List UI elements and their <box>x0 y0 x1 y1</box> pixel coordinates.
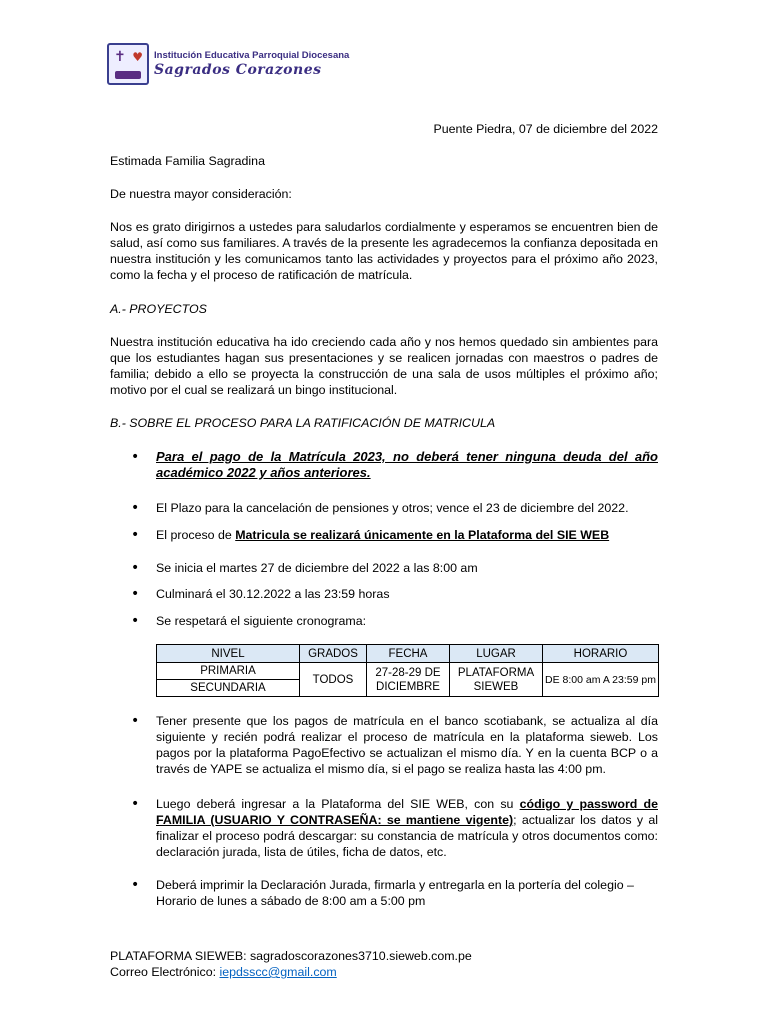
col-header-fecha: FECHA <box>367 645 450 663</box>
crest-base <box>115 71 141 79</box>
bullet-marker: • <box>131 449 140 465</box>
section-a-paragraph: Nuestra institución educativa ha ido creciendo cada año y nos hemos quedado sin ambientes para que los estudiantes hagan sus presentaciones y se realicen jornadas con maestros o padres de familia; debido a ello se proyecta la construcción de una sala de usos múltiples el próximo año; motivo por el cual se realizará un bingo institucional. <box>110 335 658 397</box>
grades-cell: TODOS <box>300 663 367 697</box>
schedule-cell: DE 8:00 am A 23:59 pm <box>543 663 659 697</box>
intro-paragraph: Nos es grato dirigirnos a ustedes para saludarlos cordialmente y esperamos se encuentren bien de salud, así como sus familiares. A través de la presente les agradecemos la confianza depositada en nuestra institución y les comunicamos tanto las actividades y proyectos para el próximo año 2023, como la fecha y el proceso de ratificación de matrícula. <box>110 220 658 282</box>
institution-type: Institución Educativa Parroquial Diocesana <box>154 50 350 61</box>
footer-email-label: Correo Electrónico: <box>110 965 220 979</box>
bullet-marker: • <box>131 796 140 812</box>
cross-icon: ✝ <box>114 49 126 65</box>
bullet-underlined-text: código y password de FAMILIA (USUARIO Y CONTRASEÑA: se mantiene vigente) <box>156 797 658 827</box>
col-header-lugar: LUGAR <box>450 645 543 663</box>
bullet-schedule-intro: Se respetará el siguiente cronograma: <box>156 614 367 628</box>
school-crest-logo <box>107 43 149 85</box>
col-header-nivel: NIVEL <box>157 645 300 663</box>
bullet-marker: • <box>131 560 140 576</box>
bullet-underlined-text: Matricula se realizará únicamente en la Plataforma del SIE WEB <box>235 528 610 542</box>
table-header-row <box>157 645 659 663</box>
institution-name: Sagrados Corazones <box>154 62 322 78</box>
letterhead <box>107 43 349 85</box>
bullet-no-debt: Para el pago de la Matrícula 2023, no deberá tener ninguna deuda del año académico 2022 y años anteriores. <box>156 449 658 480</box>
bullet-marker: • <box>131 877 140 893</box>
schedule-table <box>156 644 659 697</box>
footer-platform: PLATAFORMA SIEWEB: sagradoscorazones3710.sieweb.com.pe <box>110 949 472 963</box>
bullet-text: Luego deberá ingresar a la Plataforma del SIE WEB, con su <box>156 797 520 811</box>
footer-email-link[interactable]: iepdsscc@gmail.com <box>219 965 337 979</box>
bullet-marker: • <box>131 586 140 602</box>
letter-salutation: De nuestra mayor consideración: <box>110 187 292 201</box>
letter-date: Puente Piedra, 07 de diciembre del 2022 <box>433 122 658 136</box>
bullet-text: El proceso de <box>156 528 236 542</box>
level-cell: PRIMARIA <box>157 663 300 680</box>
col-header-horario: HORARIO <box>543 645 659 663</box>
bullet-sieweb-process <box>156 527 658 543</box>
heart-icon: ♥ <box>132 50 143 64</box>
bullet-marker: • <box>131 500 140 516</box>
bullet-affidavit: Deberá imprimir la Declaración Jurada, firmarla y entregarla en la portería del colegio – Horario de lunes a sábado de 8:00 am a 5:00 pm <box>156 878 634 908</box>
date-cell: 27-28-29 DE DICIEMBRE <box>367 663 450 697</box>
bullet-end-date: Culminará el 30.12.2022 a las 23:59 horas <box>156 587 390 601</box>
bullet-start-date: Se inicia el martes 27 de diciembre del 2022 a las 8:00 am <box>156 561 478 575</box>
bullet-text: ; actualizar los datos y al finalizar el proceso podrá descargar: su constancia de matrícula y otros documentos como: declaración jurada, lista de útiles, ficha de datos, etc. <box>156 813 658 859</box>
bullet-marker: • <box>131 527 140 543</box>
bullet-login-instructions <box>156 796 658 860</box>
bullet-marker: • <box>131 613 140 629</box>
section-b-title: B.- SOBRE EL PROCESO PARA LA RATIFICACIÓN DE MATRICULA <box>110 416 496 430</box>
bullet-payment-updates: Tener presente que los pagos de matrícula en el banco scotiabank, se actualiza al día siguiente y recién podrá realizar el proceso de matrícula en la plataforma sieweb. Los pagos por la plataforma PagoEfectivo se actualizan el mismo día. Y en la cuenta BCP o a través de YAPE se actualiza el mismo día, si el pago se realiza hasta las 4:00 pm. <box>156 714 658 776</box>
section-a-title: A.- PROYECTOS <box>110 302 207 316</box>
bullet-marker: • <box>131 713 140 729</box>
level-cell: SECUNDARIA <box>157 680 300 697</box>
footer-email-line <box>110 964 658 980</box>
letter-greeting: Estimada Familia Sagradina <box>110 154 265 168</box>
bullet-payment-deadline: El Plazo para la cancelación de pensiones y otros; vence el 23 de diciembre del 2022. <box>156 501 629 515</box>
place-cell: PLATAFORMA SIEWEB <box>450 663 543 697</box>
col-header-grados: GRADOS <box>300 645 367 663</box>
table-row <box>157 663 659 680</box>
